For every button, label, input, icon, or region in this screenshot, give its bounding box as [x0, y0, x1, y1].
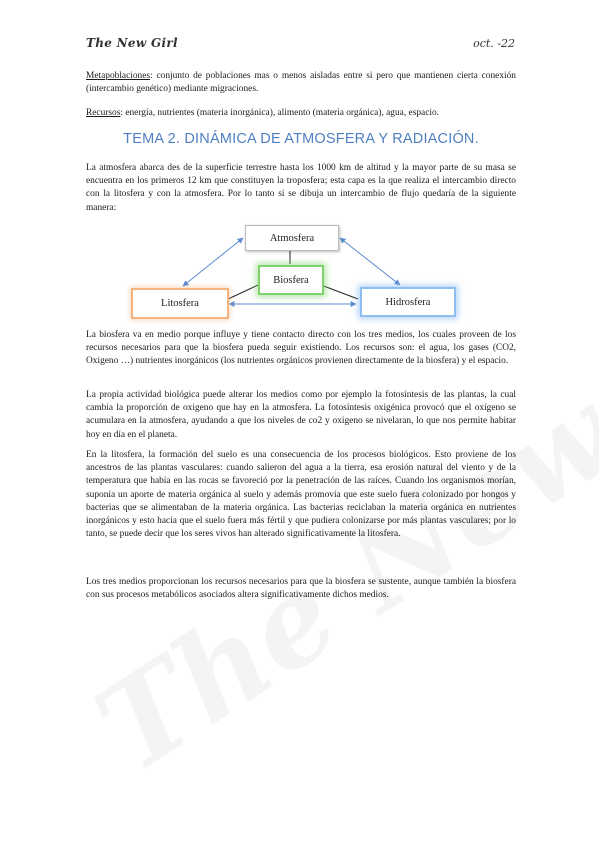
section-title: TEMA 2. DINÁMICA DE ATMOSFERA Y RADIACIÓN.	[123, 131, 479, 147]
definition-text: : conjunto de poblaciones mas o menos aisladas entre si pero que mantienen cierta conexión (intercambio genético) mediante migraciones.	[86, 71, 516, 95]
paragraph-atmosfera: La atmosfera abarca des de la superficie terrestre hasta los 1000 km de altitud y la mayor parte de su masa se encuentra en los primeros 12 km que constituyen la troposfera; esta capa es la que realiza el intercambio directo con la litosfera y con la atmosfera. Por lo tanto si se dibuja un intercambio de flujo quedaría de la siguiente manera:	[86, 163, 516, 213]
node-litosfera: Litosfera	[131, 288, 229, 319]
link-biosfera-litosfera	[226, 285, 258, 300]
node-biosfera: Biosfera	[258, 265, 324, 295]
paragraph-conclusion: Los tres medios proporcionan los recursos necesarios para que la biosfera se sustente, aunque también la biosfera con sus procesos metabólicos asociados altera significativamente dichos medios.	[86, 577, 516, 601]
arrow-atmosfera-litosfera	[183, 238, 243, 286]
paragraph-litosfera: En la litosfera, la formación del suelo es una consecuencia de los procesos biológicos. Esto proviene de los ancestros de las plantas vasculares: cuando salieron del agua a la tierra, esa erosión natural del viento y de la temperatura que había en las rocas se favoreció por la penetración de las raíces. Cuando los organismos morían, suponía un aporte de materia orgánica al suelo y además promovía que este suelo fuera colonizado por hongos y bacterias que se alimentaban de la materia orgánica. Las bacterias reciclaban la materia orgánica en nutrientes inorgánicos y esto hacia que el suelo fuera más fértil y que pudiera colonizarse por más plantas vasculares; por lo tanto, se puede decir que los seres vivos han alterado significativamente la litosfera.	[86, 450, 516, 540]
link-biosfera-hidrosfera	[321, 285, 358, 299]
header-brand: The New Girl	[86, 36, 178, 50]
node-atmosfera: Atmosfera	[245, 225, 339, 251]
paragraph-actividad-biologica: La propia actividad biológica puede alterar los medios como por ejemplo la fotosíntesis de las plantas, la cual cambia la proporción de oxigeno que hay en la atmosfera. La fotosíntesis oxigénica provocó que el oxígeno se acumulara en la atmosfera, ayudando a que los niveles de co2 y oxigeno se nivelaran, lo que nos permite habitar hoy en día en el planeta.	[86, 390, 516, 440]
definition-term: Metapoblaciones	[86, 71, 151, 81]
definition-recursos	[86, 107, 516, 120]
paragraph-biosfera: La biosfera va en medio porque influye y tiene contacto directo con los tres medios, los cuales proveen de los recursos necesarios para que la biosfera pueda seguir existiendo. Los recursos son: el agua, los gases (CO2, Oxigeno …) nutrientes inorgánicos (los nutrientes orgánicos provienen directamente de la biosfera) y el espacio.	[86, 330, 516, 367]
node-hidrosfera: Hidrosfera	[360, 287, 456, 317]
definition-term: Recursos	[86, 108, 121, 118]
definition-metapoblaciones	[86, 70, 516, 96]
arrow-atmosfera-hidrosfera	[340, 238, 400, 285]
header-date: oct. -22	[473, 37, 515, 50]
definition-text: : energía, nutrientes (materia inorgánica), alimento (materia orgánica), agua, espacio.	[120, 108, 439, 118]
